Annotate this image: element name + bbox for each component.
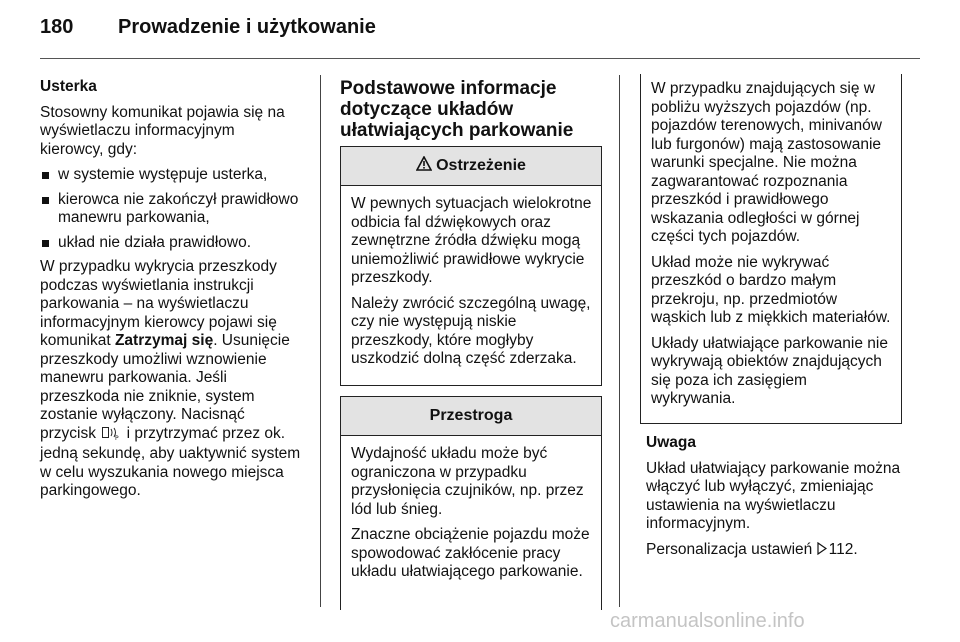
obstacle-paragraph: W przypadku wykrycia przeszkody podczas wyświetlania instrukcji parkowania – na wyświetlaczu informacyjnym kierowcy pojawi się komunikat Zatrzymaj się. Usunięcie przeszkody umożliwi wznowienie manewru parkowania. Jeśli przeszkoda nie zniknie, system zostanie wyłączony. Nacisnąć przycisk P i przytrzymać przez ok. jedną sekundę, aby uaktywnić system w celu wyszukania nowego miejsca parkingowego. (40, 258, 301, 499)
info-box-body (641, 74, 901, 409)
info-paragraph: W przypadku znajdujących się w pobliżu wyższych pojazdów (np. pojazdów terenowych, minivanów lub furgonów) mają zastosowanie warunki specjalne. Nie można zagwarantować rozpoznania przeszkód i prawidłowego wskazania odległości w górnej części tych pojazdów. (651, 80, 882, 245)
warning-paragraph: W pewnych sytuacjach wielokrotne odbicia fal dźwiękowych oraz zewnętrzne źródła dźwięku mogą uniemożliwić prawidłowe wykrycie przeszkody. (351, 195, 592, 286)
bullet-square-icon (42, 197, 49, 204)
caution-header (341, 397, 601, 436)
cross-reference-arrow-icon (817, 542, 827, 561)
column-divider-right (619, 75, 620, 607)
caution-body (341, 436, 601, 582)
parking-assist-button-icon (102, 427, 120, 446)
warning-body (341, 186, 601, 369)
list-item: kierowca nie zakończył prawidłowo manewru parkowania, (40, 191, 302, 228)
page-header (40, 16, 920, 46)
watermark: carmanualsonline.info (610, 610, 805, 632)
personalization-ref: Personalizacja ustawień 112. (646, 541, 908, 561)
info-paragraph: Układ może nie wykrywać przeszkód o bardzo małym przekroju, np. przedmiotów wąskich lub z miękkich materiałów. (651, 253, 891, 326)
svg-text:P: P (115, 434, 119, 440)
warning-header (341, 147, 601, 186)
warning-paragraph: Należy zwrócić szczególną uwagę, czy nie występują niskie przeszkody, które mogłyby uszkodzić dolną część zderzaka. (351, 294, 591, 367)
info-paragraph: Układy ułatwiające parkowanie nie wykrywają obiektów znajdujących się poza ich zasięgiem wykrywania. (651, 334, 888, 407)
caution-paragraph: Wydajność układu może być ograniczona w przypadku przysłonięcia czujników, np. przez lód lub śnieg. (351, 445, 584, 518)
caution-title: Przestroga (429, 407, 513, 424)
caution-box (340, 396, 602, 610)
section-heading: Podstawowe informacje dotyczące układów ułatwiających parkowanie (340, 78, 574, 141)
list-item: układ nie działa prawidłowo. (40, 234, 302, 253)
info-box (640, 74, 902, 424)
warning-box (340, 146, 602, 386)
column-left (40, 78, 302, 508)
warning-triangle-icon (416, 156, 432, 176)
subheading-usterka: Usterka (40, 78, 97, 95)
header-rule (40, 58, 920, 59)
note-section (646, 434, 908, 567)
page-title: Prowadzenie i użytkowanie (118, 16, 376, 38)
column-middle (340, 78, 602, 148)
list-item: w systemie występuje usterka, (40, 166, 302, 185)
intro-text: Stosowny komunikat pojawia się na wyświetlaczu informacyjnym kierowcy, gdy: (40, 103, 285, 158)
page-link-112[interactable]: 112. (828, 540, 858, 558)
warning-title: Ostrzeżenie (436, 157, 526, 174)
caution-paragraph: Znaczne obciążenie pojazdu może spowodować zakłócenie pracy układu ułatwiającego parkowanie. (351, 526, 590, 580)
bullet-square-icon (42, 240, 49, 247)
stop-message: Zatrzymaj się (114, 332, 214, 349)
column-divider-left (320, 75, 321, 607)
page-number: 180 (40, 16, 74, 38)
note-text: Układ ułatwiający parkowanie można włączyć lub wyłączyć, zmieniając ustawienia na wyświetlaczu informacyjnym. (646, 459, 901, 532)
bullet-list (40, 166, 302, 252)
note-heading: Uwaga (646, 434, 696, 451)
bullet-square-icon (42, 172, 49, 179)
